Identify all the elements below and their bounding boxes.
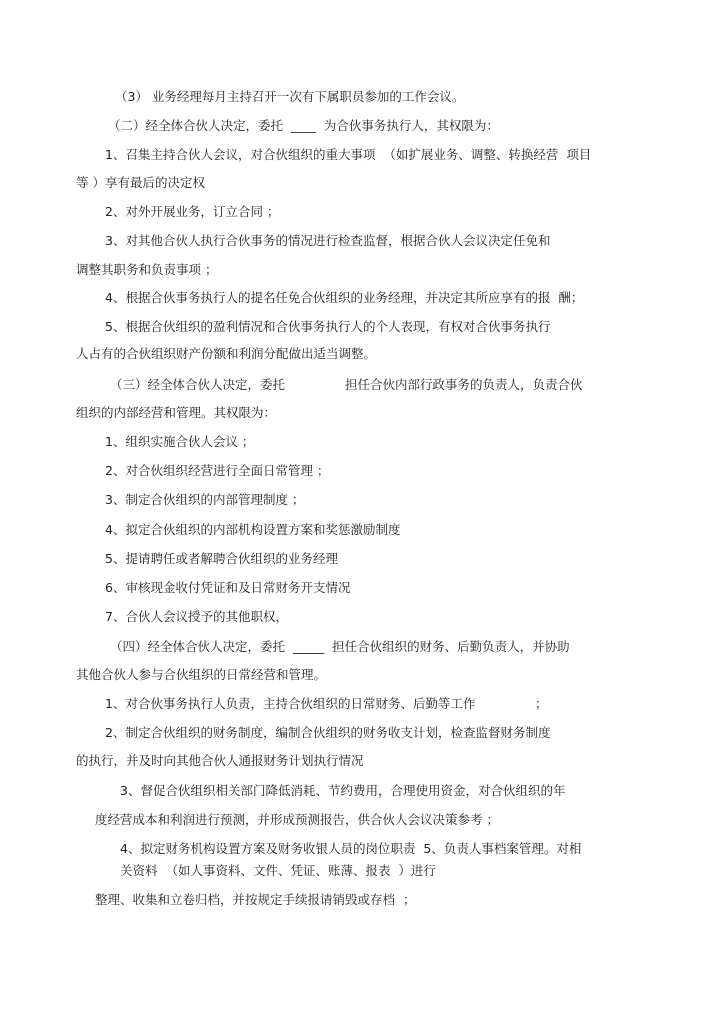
section-2-item-3-line: 3、对其他合伙人执行合伙事务的情况进行检查监督，根据合伙人会议决定任免和 [105,233,551,248]
section-3-heading-part-a: （三）经全体合伙人决定，委托 [110,377,286,392]
section-3-item-4-line: 4、拟定合伙组织的内部机构设置方案和奖惩激励制度 [105,522,401,537]
section-3-item-6-line: 6、审核现金收付凭证和及日常财务开支情况 [105,580,351,595]
section-4-item-1-part-b: ； [535,696,548,711]
section-2-item-1-continuation: 等 ）享有最后的决定权 [76,175,205,190]
section-3-item-3-line: 3、制定合伙组织的内部管理制度 ； [105,492,305,507]
section-2-item-1-line: 1、召集主持合伙人会议，对合伙组织的重大事项 （如扩展业务、调整、转换经营 项目 [105,147,592,162]
section-3-item-5-line: 5、提请聘任或者解聘合伙组织的业务经理 [105,551,338,566]
section-4-item-2-continuation: 的执行，并及时向其他合伙人通报财务计划执行情况 [76,753,364,768]
section-3-heading-continuation: 组织的内部经营和管理。其权限为： [76,405,277,420]
section-4-item-4-5-line: 4、拟定财务机构设置方案及财务收银人员的岗位职责 5、负责人事档案管理。对相 [120,841,582,856]
section-3-item-1-line: 1、组织实施合伙人会议 ； [105,434,255,449]
section-4-item-5-continuation: 关资料 （如人事资料、文件、凭证、账薄、报表 ）进行 [120,863,436,878]
section-2-item-3-continuation: 调整其职务和负责事项 ； [76,262,218,277]
section-4-item-3-continuation: 度经营成本和利润进行预测，并形成预测报告，供合伙人会议决策参考 ； [95,812,499,827]
section-4-item-2-line: 2、制定合伙组织的财务制度，编制合伙组织的财务收支计划，检查监督财务制度 [105,725,551,740]
section-4-heading-line: （四）经全体合伙人决定，委托 _____ 担任合伙组织的财务、后勤负责人，并协助 [110,639,570,654]
item-3-meeting-line: （3） 业务经理每月主持召开一次有下属职员参加的工作会议。 [115,89,465,104]
section-4-item-3-line: 3、督促合伙组织相关部门降低消耗、节约费用，合理使用资金，对合伙组织的年 [120,783,566,798]
section-4-heading-continuation: 其他合伙人参与合伙组织的日常经营和管理。 [76,667,327,682]
section-2-item-4-line: 4、根据合伙事务执行人的提名任免合伙组织的业务经理，并决定其所应享有的报 酬； [105,290,584,305]
section-2-item-2-line: 2、对外开展业务，订立合同 ； [105,204,280,219]
section-2-item-5-line: 5、根据合伙组织的盈利情况和合伙事务执行人的个人表现，有权对合伙事务执行 [105,319,551,334]
section-3-item-7-line: 7、合伙人会议授予的其他职权， [105,609,288,624]
section-3-heading-part-b: 担任合伙内部行政事务的负责人，负责合伙 [345,377,583,392]
section-2-heading-line: （二）经全体合伙人决定，委托 ____ 为合伙事务执行人，其权限为： [108,118,499,133]
section-4-item-1-part-a: 1、对合伙事务执行人负责，主持合伙组织的日常财务、后勤等工作 [105,696,476,711]
section-4-item-1-line [0,695,720,713]
section-3-item-2-line: 2、对合伙组织经营进行全面日常管理 ； [105,463,330,478]
section-2-item-5-continuation: 人占有的合伙组织财产份额和利润分配做出适当调整。 [76,346,377,361]
section-3-heading-line [0,376,720,394]
section-4-item-5-final-line: 整理、收集和立卷归档，并按规定手续报请销毁或存档 ； [95,892,416,907]
